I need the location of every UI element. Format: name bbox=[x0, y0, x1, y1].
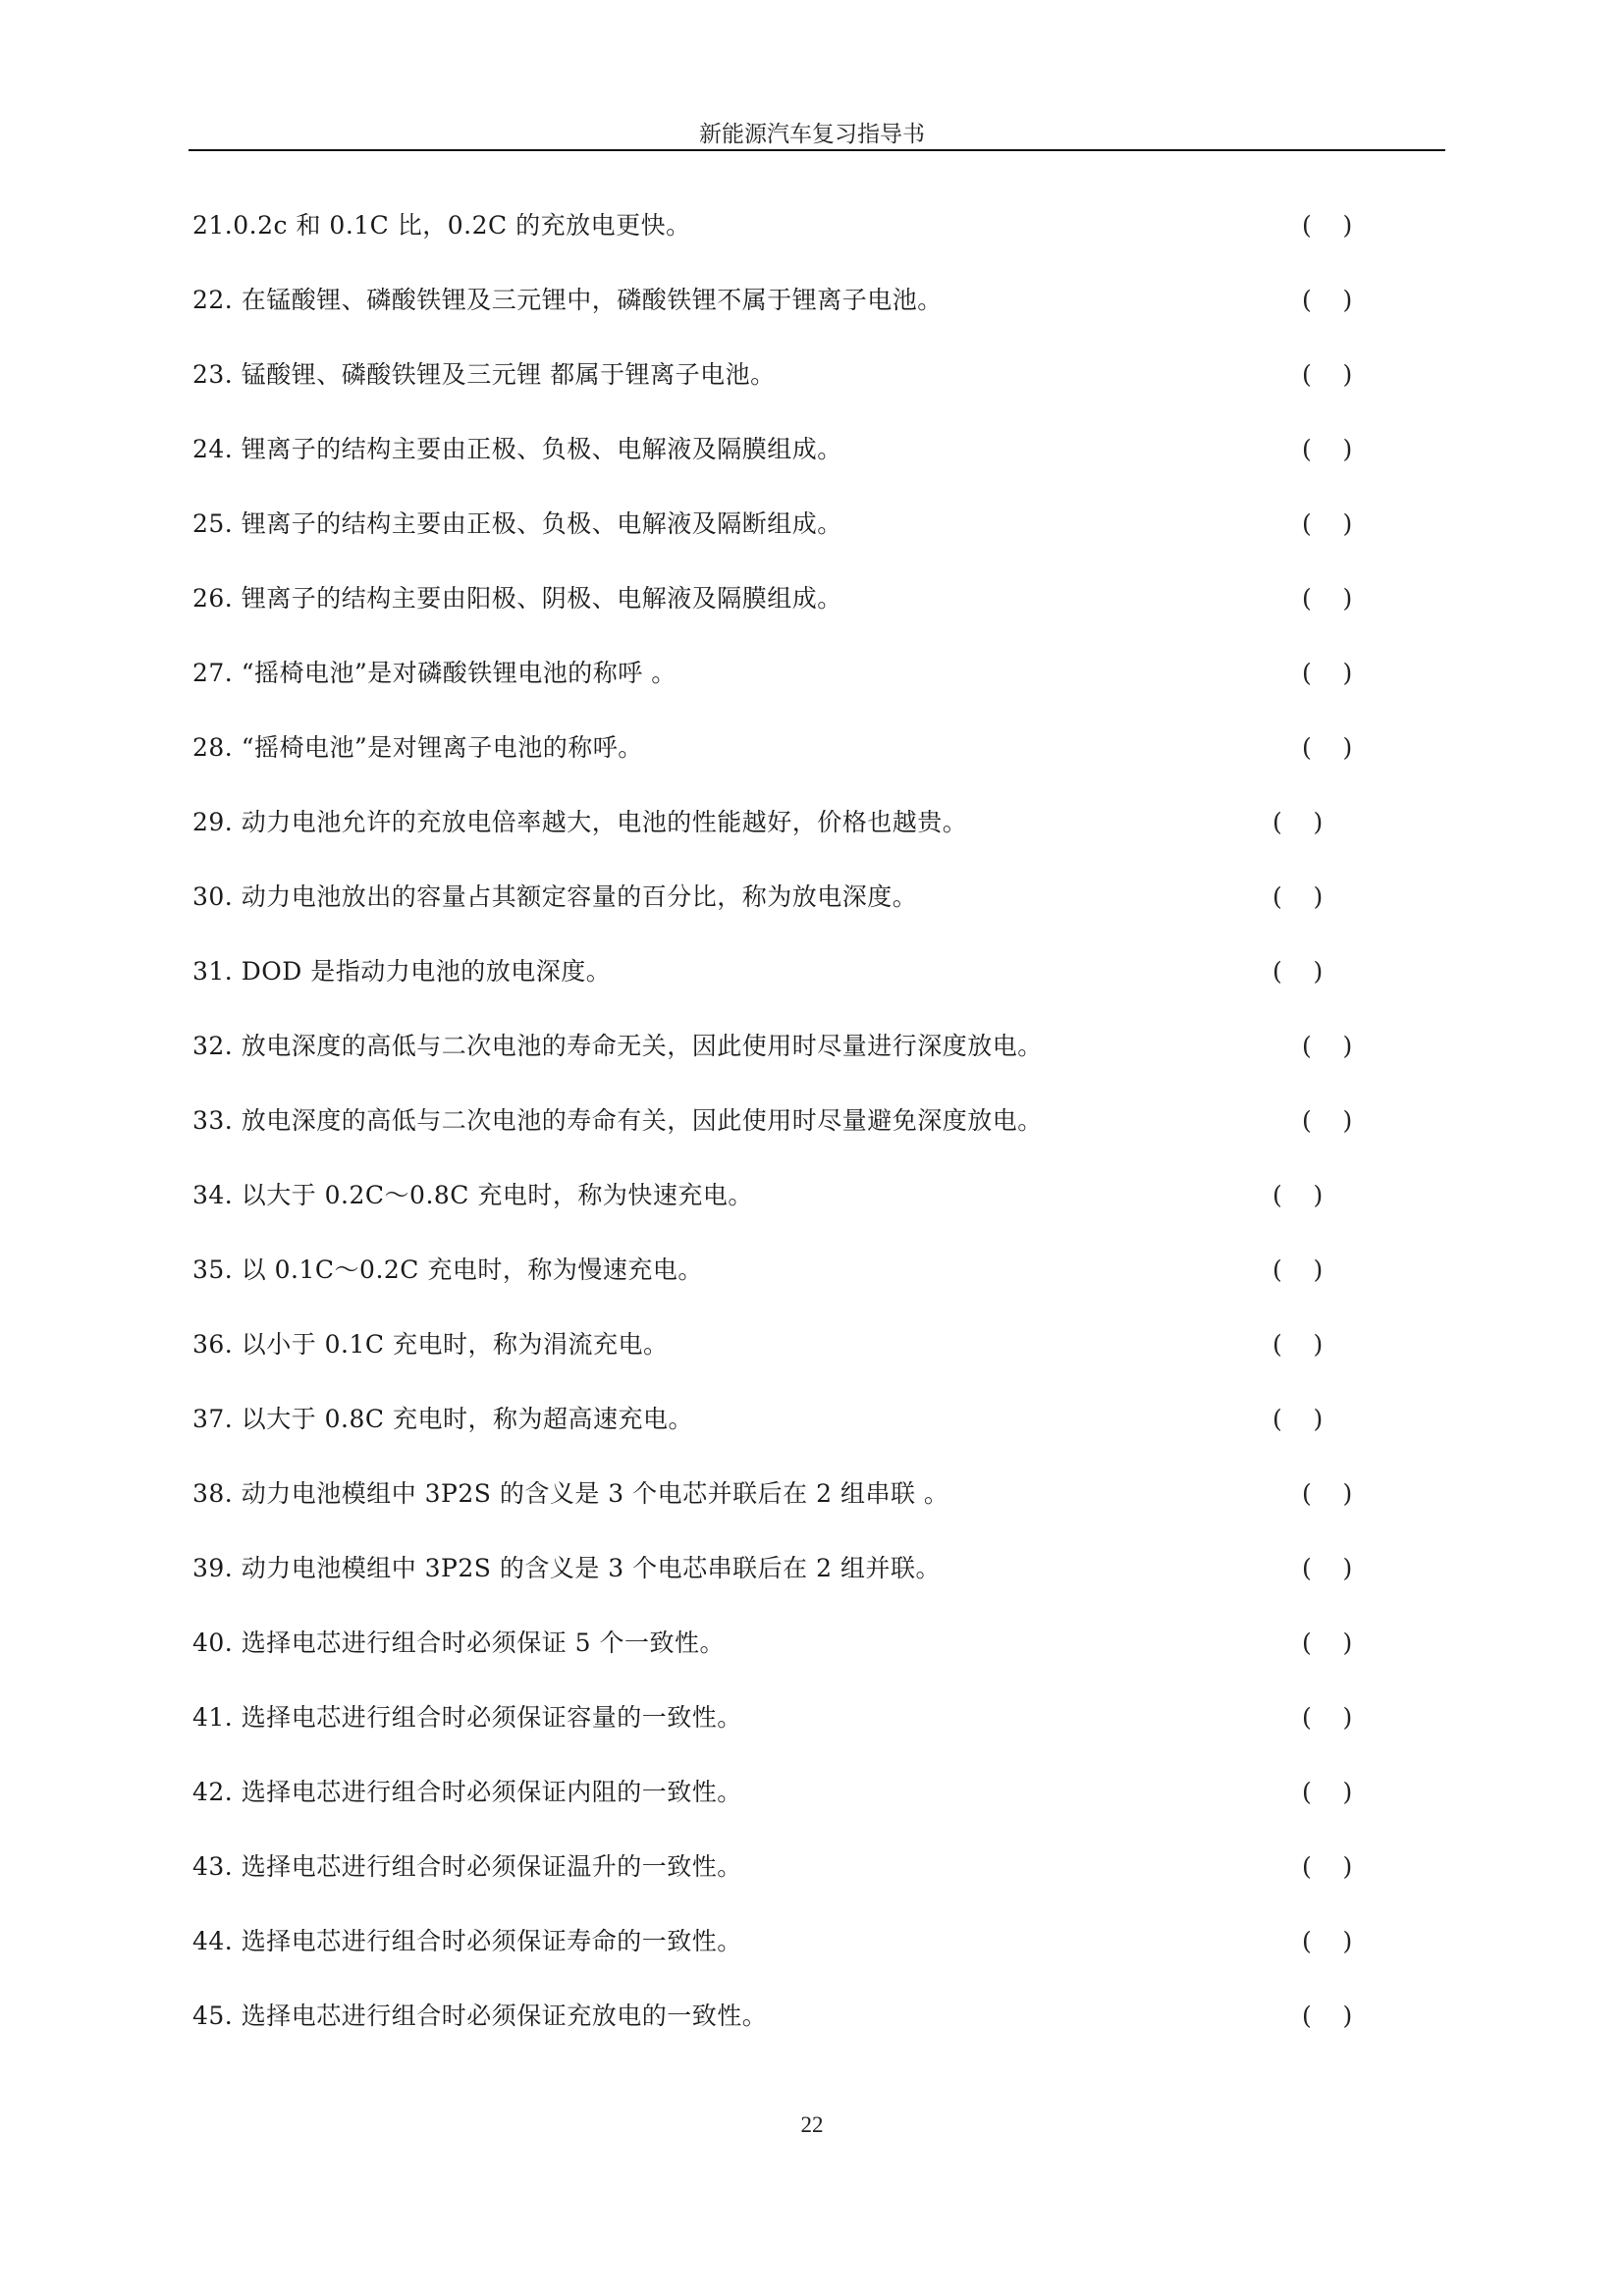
answer-parentheses: ( ) bbox=[1302, 1778, 1353, 1806]
question-text: 33. 放电深度的高低与二次电池的寿命有关，因此使用时尽量避免深度放电。 bbox=[192, 1106, 1043, 1135]
question-35 bbox=[192, 1251, 1410, 1290]
question-text: 22. 在锰酸锂、磷酸铁锂及三元锂中，磷酸铁锂不属于锂离子电池。 bbox=[192, 286, 943, 314]
question-26 bbox=[192, 579, 1410, 618]
question-text: 28. “摇椅电池”是对锂离子电池的称呼。 bbox=[192, 733, 643, 762]
question-text: 23. 锰酸锂、磷酸铁锂及三元锂 都属于锂离子电池。 bbox=[192, 360, 776, 389]
question-39 bbox=[192, 1549, 1410, 1588]
page-number: 22 bbox=[800, 2112, 824, 2137]
header-divider bbox=[189, 149, 1445, 151]
question-text: 45. 选择电芯进行组合时必须保证充放电的一致性。 bbox=[192, 2002, 768, 2030]
question-22 bbox=[192, 281, 1410, 320]
question-text: 32. 放电深度的高低与二次电池的寿命无关，因此使用时尽量进行深度放电。 bbox=[192, 1032, 1043, 1060]
answer-parentheses: ( ) bbox=[1302, 1927, 1353, 1955]
question-text: 39. 动力电池模组中 3P2S 的含义是 3 个电芯串联后在 2 组并联。 bbox=[192, 1554, 941, 1582]
question-43 bbox=[192, 1847, 1410, 1887]
answer-parentheses: ( ) bbox=[1272, 882, 1324, 911]
answer-parentheses: ( ) bbox=[1272, 1181, 1324, 1209]
answer-parentheses: ( ) bbox=[1272, 1255, 1324, 1284]
question-text: 43. 选择电芯进行组合时必须保证温升的一致性。 bbox=[192, 1852, 742, 1881]
answer-parentheses: ( ) bbox=[1302, 1106, 1353, 1135]
question-25 bbox=[192, 505, 1410, 544]
question-45 bbox=[192, 1997, 1410, 2036]
answer-parentheses: ( ) bbox=[1302, 1554, 1353, 1582]
question-text: 34. 以大于 0.2C～0.8C 充电时，称为快速充电。 bbox=[192, 1181, 753, 1209]
answer-parentheses: ( ) bbox=[1302, 1629, 1353, 1657]
question-text: 24. 锂离子的结构主要由正极、负极、电解液及隔膜组成。 bbox=[192, 435, 842, 463]
question-24 bbox=[192, 430, 1410, 469]
answer-parentheses: ( ) bbox=[1302, 1852, 1353, 1881]
question-36 bbox=[192, 1325, 1410, 1364]
question-29 bbox=[192, 803, 1410, 842]
question-text: 36. 以小于 0.1C 充电时，称为涓流充电。 bbox=[192, 1330, 669, 1359]
question-38 bbox=[192, 1474, 1410, 1514]
answer-parentheses: ( ) bbox=[1302, 1703, 1353, 1732]
answer-parentheses: ( ) bbox=[1302, 286, 1353, 314]
answer-parentheses: ( ) bbox=[1302, 659, 1353, 687]
question-text: 25. 锂离子的结构主要由正极、负极、电解液及隔断组成。 bbox=[192, 509, 842, 538]
question-41 bbox=[192, 1698, 1410, 1737]
question-31 bbox=[192, 952, 1410, 991]
answer-parentheses: ( ) bbox=[1272, 808, 1324, 836]
answer-parentheses: ( ) bbox=[1302, 1479, 1353, 1508]
question-text: 42. 选择电芯进行组合时必须保证内阻的一致性。 bbox=[192, 1778, 742, 1806]
answer-parentheses: ( ) bbox=[1302, 435, 1353, 463]
question-27 bbox=[192, 654, 1410, 693]
question-text: 30. 动力电池放出的容量占其额定容量的百分比，称为放电深度。 bbox=[192, 882, 918, 911]
answer-parentheses: ( ) bbox=[1272, 1405, 1324, 1433]
answer-parentheses: ( ) bbox=[1302, 360, 1353, 389]
question-text: 37. 以大于 0.8C 充电时，称为超高速充电。 bbox=[192, 1405, 693, 1433]
question-42 bbox=[192, 1773, 1410, 1812]
question-text: 27. “摇椅电池”是对磷酸铁锂电池的称呼 。 bbox=[192, 659, 677, 687]
question-text: 26. 锂离子的结构主要由阳极、阴极、电解液及隔膜组成。 bbox=[192, 584, 842, 613]
page-header-title: 新能源汽车复习指导书 bbox=[699, 122, 925, 147]
question-text: 31. DOD 是指动力电池的放电深度。 bbox=[192, 957, 612, 986]
answer-parentheses: ( ) bbox=[1272, 1330, 1324, 1359]
question-40 bbox=[192, 1624, 1410, 1663]
question-23 bbox=[192, 355, 1410, 395]
question-text: 40. 选择电芯进行组合时必须保证 5 个一致性。 bbox=[192, 1629, 726, 1657]
question-text: 38. 动力电池模组中 3P2S 的含义是 3 个电芯并联后在 2 组串联 。 bbox=[192, 1479, 949, 1508]
answer-parentheses: ( ) bbox=[1302, 733, 1353, 762]
answer-parentheses: ( ) bbox=[1302, 2002, 1353, 2030]
question-33 bbox=[192, 1101, 1410, 1141]
question-37 bbox=[192, 1400, 1410, 1439]
question-text: 35. 以 0.1C～0.2C 充电时，称为慢速充电。 bbox=[192, 1255, 703, 1284]
question-21 bbox=[192, 206, 1410, 245]
answer-parentheses: ( ) bbox=[1272, 957, 1324, 986]
question-text: 21.0.2c 和 0.1C 比，0.2C 的充放电更快。 bbox=[192, 211, 691, 240]
question-text: 41. 选择电芯进行组合时必须保证容量的一致性。 bbox=[192, 1703, 742, 1732]
question-44 bbox=[192, 1922, 1410, 1961]
question-34 bbox=[192, 1176, 1410, 1215]
question-text: 29. 动力电池允许的充放电倍率越大，电池的性能越好，价格也越贵。 bbox=[192, 808, 968, 836]
answer-parentheses: ( ) bbox=[1302, 584, 1353, 613]
question-30 bbox=[192, 878, 1410, 917]
answer-parentheses: ( ) bbox=[1302, 509, 1353, 538]
question-32 bbox=[192, 1027, 1410, 1066]
question-28 bbox=[192, 728, 1410, 768]
answer-parentheses: ( ) bbox=[1302, 211, 1353, 240]
answer-parentheses: ( ) bbox=[1302, 1032, 1353, 1060]
question-text: 44. 选择电芯进行组合时必须保证寿命的一致性。 bbox=[192, 1927, 742, 1955]
